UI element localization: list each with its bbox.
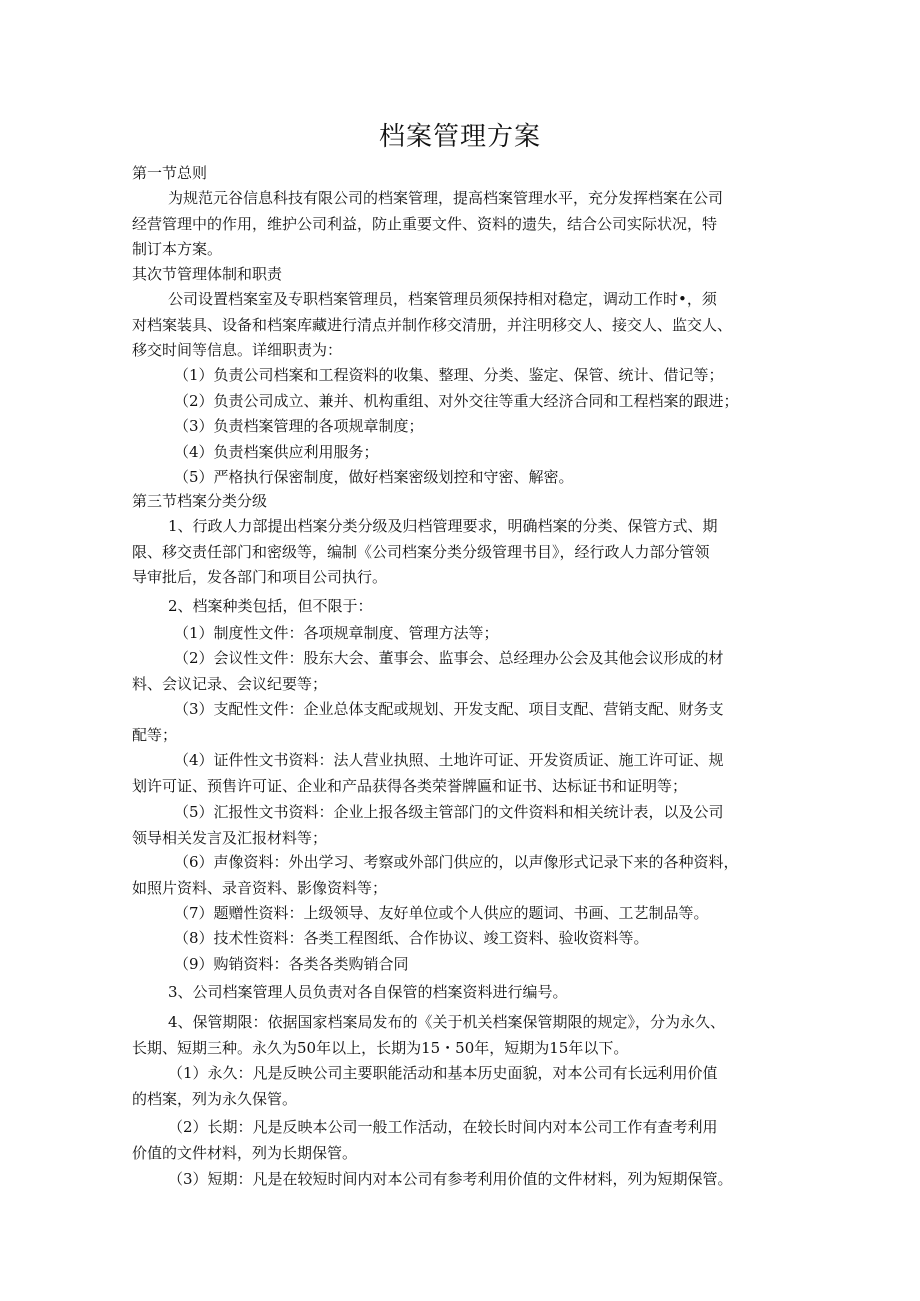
- list-item: （4）负责档案供应利用服务；: [174, 442, 379, 461]
- section-1-paragraph: 为规范元谷信息科技有限公司的档案管理，提高档案管理水平，充分发挥档案在公司 经营管理中的作用，维护公司利益，防止重要文件、资料的遗失，结合公司实际状况，特 制订本方案。: [132, 189, 724, 258]
- section-3-paragraph-4: 4、保管期限：依据国家档案局发布的《关于机关档案保管期限的规定》，分为永久、 长期、短期三种。永久为50年以上，长期为15・50年，短期为15年以下。: [132, 1013, 726, 1057]
- section-2-heading: 其次节管理体制和职责: [132, 265, 283, 283]
- duties-list: [132, 363, 792, 491]
- types-item-2: （2）会议性文件：股东大会、董事会、监事会、总经理办公会及其他会议形成的材 料、会议记录、会议纪要等；: [132, 649, 724, 693]
- period-item-1: （1）永久：凡是反映公司主要职能活动和基本历史面貌，对本公司有长远利用价值 的档案，列为永久保管。: [132, 1064, 718, 1108]
- types-item-9: （9）购销资料：各类各类购销合同: [174, 955, 409, 973]
- list-item: （2）负责公司成立、兼并、机构重组、对外交往等重大经济合同和工程档案的跟进；: [174, 391, 739, 410]
- section-3-paragraph-3: 3、公司档案管理人员负责对各自保管的档案资料进行编号。: [168, 983, 568, 1001]
- period-item-2: （2）长期：凡是反映本公司一般工作活动，在较长时间内对本公司工作有查考利用 价值的文件材料，列为长期保管。: [132, 1118, 718, 1162]
- types-item-3: （3）支配性文件：企业总体支配或规划、开发支配、项目支配、营销支配、财务支 配等；: [132, 700, 724, 744]
- section-2-paragraph: 公司设置档案室及专职档案管理员，档案管理员须保持相对稳定，调动工作时•，须 对档案装具、设备和档案库藏进行清点并制作移交清册，并注明移交人、接交人、监交人、 移交时间等信息。详细职责为：: [132, 290, 733, 359]
- section-1-heading: 第一节总则: [132, 164, 208, 182]
- document-title: 档案管理方案: [378, 122, 541, 152]
- types-item-7: （7）题赠性资料：上级领导、友好单位或个人供应的题词、书画、工艺制品等。: [174, 904, 709, 922]
- list-item: （3）负责档案管理的各项规章制度；: [174, 417, 424, 435]
- types-item-1: （1）制度性文件：各项规章制度、管理方法等；: [174, 624, 499, 642]
- types-item-4: （4）证件性文书资料：法人营业执照、土地许可证、开发资质证、施工许可证、规 划许可证、预售许可证、企业和产品获得各类荣誉牌匾和证书、达标证书和证明等；: [132, 751, 724, 795]
- section-3-heading: 第三节档案分类分级: [132, 492, 268, 510]
- section-3-paragraph-2: 2、档案种类包括，但不限于：: [168, 597, 373, 615]
- section-3-paragraph-1: 1、行政人力部提出档案分类分级及归档管理要求，明确档案的分类、保管方式、期 限、移交责任部门和密级等，编制《公司档案分类分级管理书目》，经行政人力部分管领 导审批后，发各部门和项目公司执行。: [132, 517, 718, 586]
- list-item: （1）负责公司档案和工程资料的收集、整理、分类、鉴定、保管、统计、借记等；: [174, 366, 724, 384]
- types-item-5: （5）汇报性文书资料：企业上报各级主管部门的文件资料和相关统计表，以及公司 领导相关发言及汇报材料等；: [132, 803, 724, 847]
- types-item-6: （6）声像资料：外出学习、考察或外部门供应的，以声像形式记录下来的各种资料， 如照片资料、录音资料、影像资料等；: [132, 853, 739, 897]
- types-item-8: （8）技术性资料：各类工程图纸、合作协议、竣工资料、验收资料等。: [174, 929, 649, 947]
- period-item-3: （3）短期：凡是在较短时间内对本公司有参考利用价值的文件材料，列为短期保管。: [168, 1170, 733, 1188]
- list-item: （5）严格执行保密制度，做好档案密级划控和守密、解密。: [174, 468, 574, 486]
